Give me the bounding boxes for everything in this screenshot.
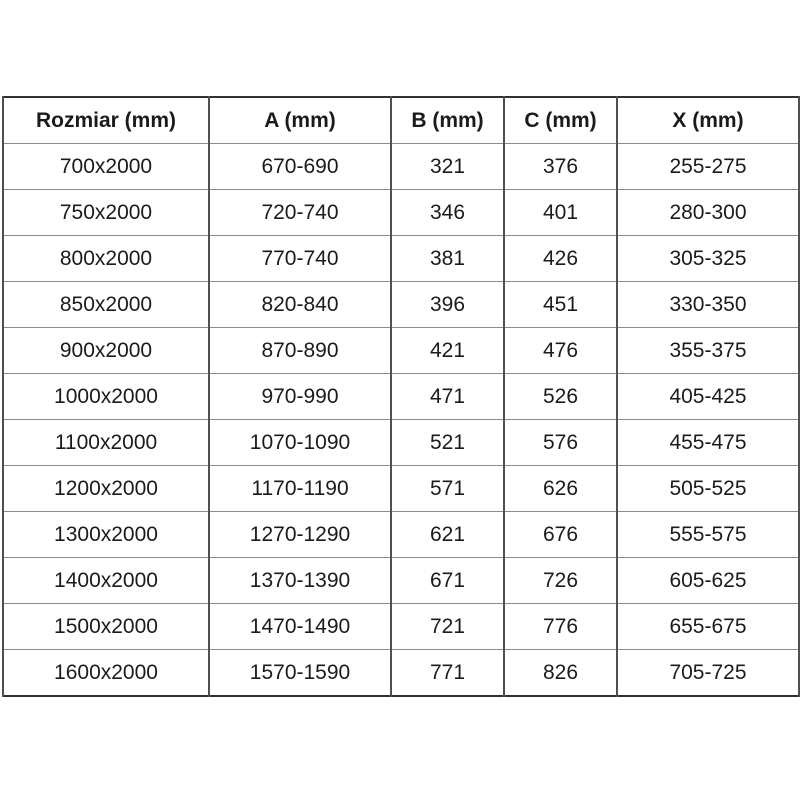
cell: 1500x2000 xyxy=(3,604,209,650)
cell: 705-725 xyxy=(617,650,799,697)
table-body xyxy=(3,144,799,697)
cell: 521 xyxy=(391,420,504,466)
cell: 421 xyxy=(391,328,504,374)
cell: 1000x2000 xyxy=(3,374,209,420)
cell: 476 xyxy=(504,328,617,374)
cell: 970-990 xyxy=(209,374,391,420)
cell: 280-300 xyxy=(617,190,799,236)
cell: 381 xyxy=(391,236,504,282)
cell: 396 xyxy=(391,282,504,328)
cell: 771 xyxy=(391,650,504,697)
cell: 451 xyxy=(504,282,617,328)
table-row xyxy=(3,420,799,466)
cell: 330-350 xyxy=(617,282,799,328)
cell: 1470-1490 xyxy=(209,604,391,650)
cell: 346 xyxy=(391,190,504,236)
cell: 605-625 xyxy=(617,558,799,604)
cell: 900x2000 xyxy=(3,328,209,374)
cell: 1370-1390 xyxy=(209,558,391,604)
column-header: B (mm) xyxy=(391,97,504,144)
column-header: Rozmiar (mm) xyxy=(3,97,209,144)
table-row xyxy=(3,236,799,282)
cell: 1400x2000 xyxy=(3,558,209,604)
cell: 670-690 xyxy=(209,144,391,190)
table-row xyxy=(3,328,799,374)
cell: 376 xyxy=(504,144,617,190)
cell: 455-475 xyxy=(617,420,799,466)
cell: 1570-1590 xyxy=(209,650,391,697)
table-row xyxy=(3,190,799,236)
table-row xyxy=(3,650,799,697)
cell: 471 xyxy=(391,374,504,420)
cell: 426 xyxy=(504,236,617,282)
cell: 621 xyxy=(391,512,504,558)
cell: 655-675 xyxy=(617,604,799,650)
cell: 321 xyxy=(391,144,504,190)
cell: 700x2000 xyxy=(3,144,209,190)
cell: 870-890 xyxy=(209,328,391,374)
cell: 820-840 xyxy=(209,282,391,328)
cell: 576 xyxy=(504,420,617,466)
cell: 1270-1290 xyxy=(209,512,391,558)
cell: 1300x2000 xyxy=(3,512,209,558)
table-row xyxy=(3,558,799,604)
cell: 1070-1090 xyxy=(209,420,391,466)
cell: 405-425 xyxy=(617,374,799,420)
cell: 721 xyxy=(391,604,504,650)
cell: 1600x2000 xyxy=(3,650,209,697)
cell: 676 xyxy=(504,512,617,558)
cell: 401 xyxy=(504,190,617,236)
table-row xyxy=(3,374,799,420)
cell: 255-275 xyxy=(617,144,799,190)
cell: 826 xyxy=(504,650,617,697)
size-spec-table xyxy=(2,96,800,697)
cell: 671 xyxy=(391,558,504,604)
cell: 770-740 xyxy=(209,236,391,282)
cell: 626 xyxy=(504,466,617,512)
cell: 571 xyxy=(391,466,504,512)
cell: 750x2000 xyxy=(3,190,209,236)
cell: 305-325 xyxy=(617,236,799,282)
cell: 720-740 xyxy=(209,190,391,236)
cell: 1100x2000 xyxy=(3,420,209,466)
cell: 526 xyxy=(504,374,617,420)
table-row xyxy=(3,144,799,190)
column-header: C (mm) xyxy=(504,97,617,144)
cell: 726 xyxy=(504,558,617,604)
cell: 776 xyxy=(504,604,617,650)
table-head xyxy=(3,97,799,144)
cell: 1200x2000 xyxy=(3,466,209,512)
cell: 555-575 xyxy=(617,512,799,558)
cell: 505-525 xyxy=(617,466,799,512)
cell: 355-375 xyxy=(617,328,799,374)
table-row xyxy=(3,282,799,328)
column-header: A (mm) xyxy=(209,97,391,144)
table-row xyxy=(3,604,799,650)
table-row xyxy=(3,512,799,558)
table-row xyxy=(3,466,799,512)
cell: 800x2000 xyxy=(3,236,209,282)
column-header: X (mm) xyxy=(617,97,799,144)
cell: 850x2000 xyxy=(3,282,209,328)
cell: 1170-1190 xyxy=(209,466,391,512)
header-row xyxy=(3,97,799,144)
